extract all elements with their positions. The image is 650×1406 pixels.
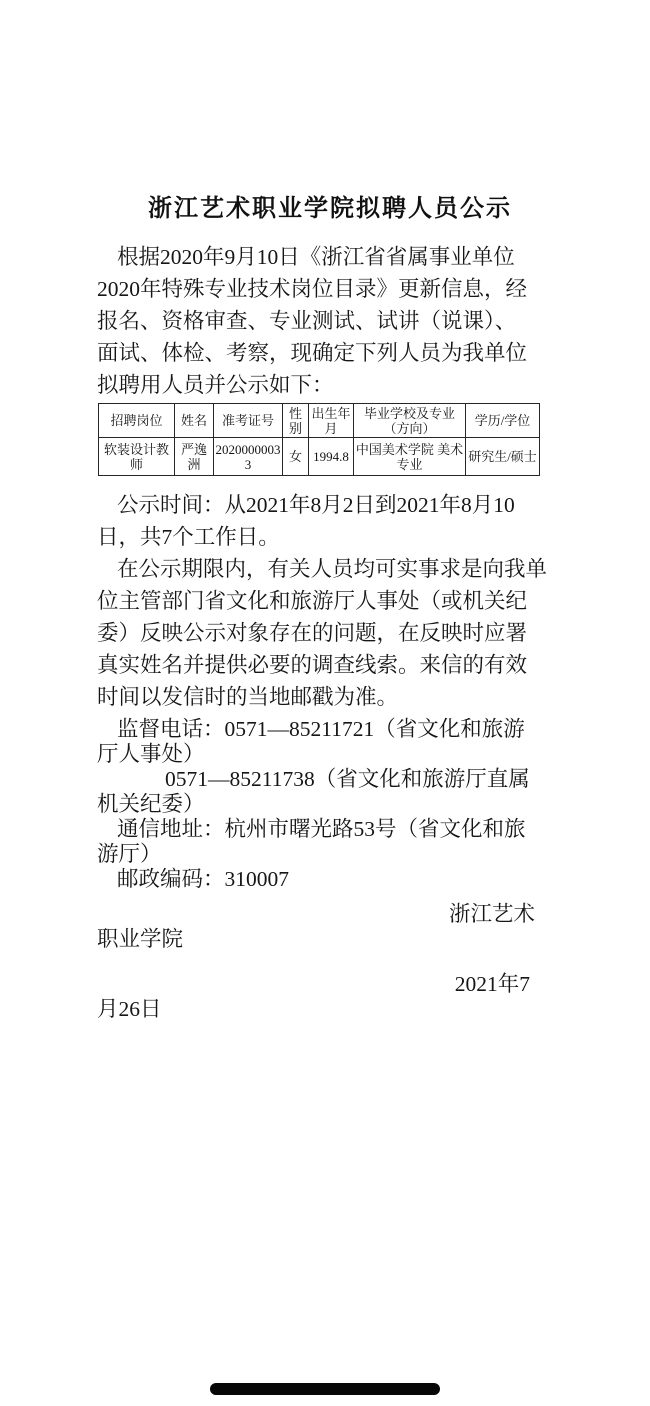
table-header-cell: 出生年月	[309, 404, 354, 438]
publicity-paragraph	[97, 489, 563, 553]
document-page	[97, 0, 563, 1022]
paragraph-line: 时间以发信时的当地邮戳为准。	[97, 685, 399, 709]
table-header-cell: 准考证号	[214, 404, 283, 438]
signature-org	[97, 902, 563, 952]
table-cell-school: 中国美术学院 美术专业	[354, 438, 466, 476]
table-header-cell: 毕业学校及专业（方向）	[354, 404, 466, 438]
paragraph-line: 在公示期限内，有关人员均可实事求是向我单	[117, 557, 548, 581]
table-header-cell: 学历/学位	[466, 404, 540, 438]
supervision-phone-line: 机关纪委）	[97, 792, 205, 816]
paragraph-line: 真实姓名并提供必要的调查线索。来信的有效	[97, 653, 528, 677]
signature-date	[97, 972, 563, 1022]
paragraph-line: 拟聘用人员并公示如下：	[97, 373, 334, 397]
signature-org-line: 浙江艺术	[448, 902, 535, 926]
table-row	[99, 438, 540, 476]
table-header-row	[99, 404, 540, 438]
mailing-address-line: 游厅）	[97, 842, 162, 866]
home-indicator[interactable]	[210, 1383, 440, 1395]
table-header-cell: 招聘岗位	[99, 404, 175, 438]
paragraph-line: 2020年特殊专业技术岗位目录》更新信息，经	[97, 277, 528, 301]
paragraph-line: 日，共7个工作日。	[97, 525, 280, 549]
page-title: 浙江艺术职业学院拟聘人员公示	[148, 195, 512, 222]
table-cell-name: 严逸洲	[175, 438, 214, 476]
recruitment-table	[98, 403, 540, 476]
mailing-address-line: 通信地址：杭州市曙光路53号（省文化和旅	[117, 817, 526, 841]
signature-date-line: 月26日	[97, 997, 162, 1021]
table-header-cell: 姓名	[175, 404, 214, 438]
signature-org-line: 职业学院	[97, 927, 184, 951]
paragraph-line: 根据2020年9月10日《浙江省省属事业单位	[117, 245, 515, 269]
table-cell-birth: 1994.8	[309, 438, 354, 476]
paragraph-line: 面试、体检、考察，现确定下列人员为我单位	[97, 341, 528, 365]
paragraph-line: 报名、资格审查、专业测试、试讲（说课）、	[97, 309, 517, 333]
table-cell-exam-number: 20200000033	[214, 438, 283, 476]
supervision-phone-line: 0571—85211738（省文化和旅游厅直属	[165, 767, 530, 791]
table-header-cell: 性别	[283, 404, 309, 438]
table-cell-degree: 研究生/硕士	[466, 438, 540, 476]
intro-paragraph	[97, 241, 563, 401]
supervision-phone-line: 厅人事处）	[97, 742, 205, 766]
supervision-phone-line: 监督电话：0571—85211721（省文化和旅游	[117, 717, 525, 741]
table-cell-gender: 女	[283, 438, 309, 476]
table-cell-position: 软装设计教师	[99, 438, 175, 476]
postal-code-line: 邮政编码：310007	[117, 867, 290, 891]
feedback-paragraph	[97, 553, 563, 713]
contact-block	[97, 717, 563, 892]
paragraph-line: 位主管部门省文化和旅游厅人事处（或机关纪	[97, 589, 528, 613]
paragraph-line: 公示时间：从2021年8月2日到2021年8月10	[117, 493, 515, 517]
signature-date-line: 2021年7	[454, 972, 530, 996]
paragraph-line: 委）反映公示对象存在的问题，在反映时应署	[97, 621, 528, 645]
